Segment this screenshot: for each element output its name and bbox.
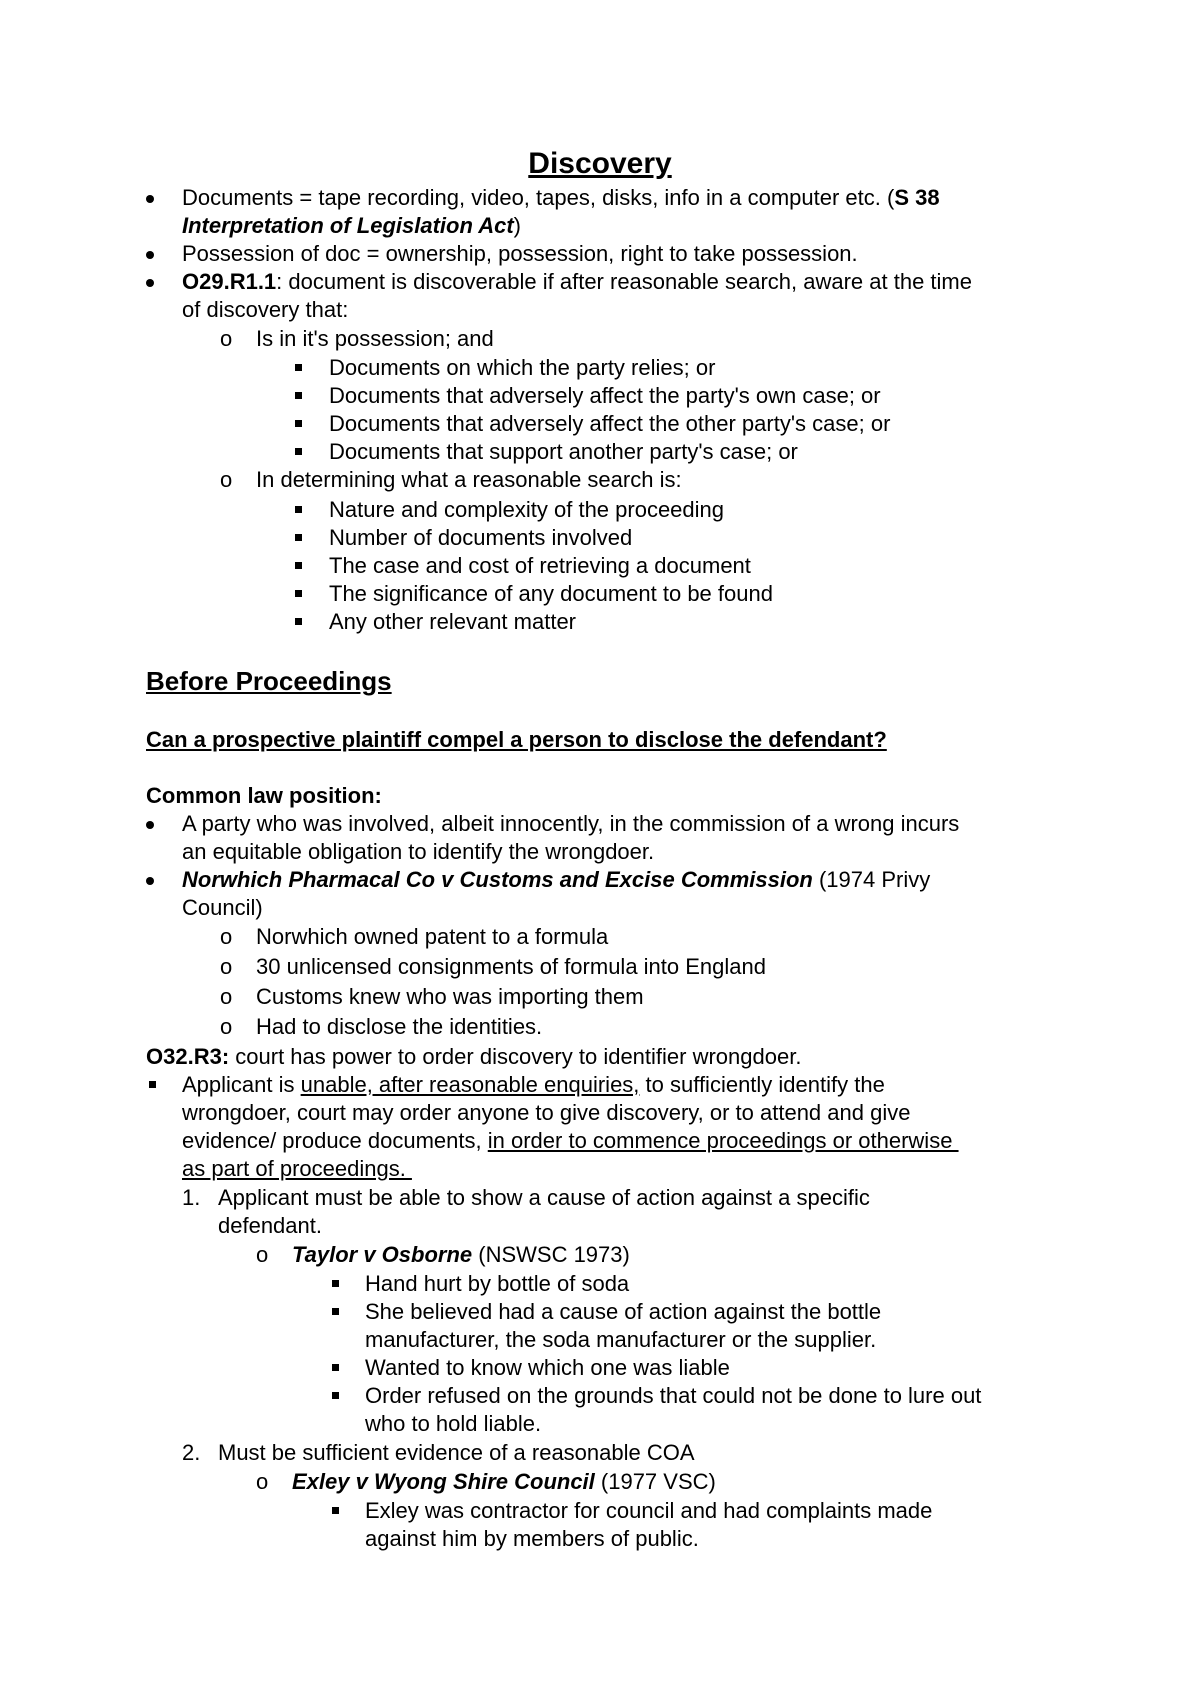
sub-bullet-marker: o bbox=[220, 467, 233, 492]
applicant-paragraph-cont bbox=[182, 1127, 959, 1155]
subheading-common-law: Common law position: bbox=[146, 783, 382, 808]
square-bullet bbox=[332, 1364, 339, 1371]
intro-bullet-1 bbox=[182, 184, 940, 212]
sub-bullet-reasonable-search: In determining what a reasonable search is: bbox=[256, 467, 682, 492]
case-taylor bbox=[292, 1241, 630, 1269]
court-info: (NSWSC 1973) bbox=[472, 1242, 630, 1267]
intro-bullet-3-cont: of discovery that: bbox=[182, 297, 349, 322]
list-item-cont: against him by members of public. bbox=[365, 1526, 699, 1551]
case-name: Taylor v Osborne bbox=[292, 1242, 473, 1267]
list-item: The significance of any document to be found bbox=[329, 581, 773, 606]
list-item: Documents that adversely affect the other party's case; or bbox=[329, 411, 891, 436]
square-bullet bbox=[295, 534, 302, 541]
bullet-dot bbox=[146, 195, 154, 203]
list-item-cont: who to hold liable. bbox=[365, 1411, 542, 1436]
rule-ref: O29.R1.1 bbox=[182, 269, 277, 294]
square-bullet bbox=[295, 618, 302, 625]
list-item: Documents on which the party relies; or bbox=[329, 355, 716, 380]
text: : document is discoverable if after reasonable search, aware at the time bbox=[276, 269, 972, 294]
square-bullet bbox=[295, 392, 302, 399]
rule-o32 bbox=[146, 1043, 801, 1071]
case-name: Exley v Wyong Shire Council bbox=[292, 1469, 595, 1494]
bullet-dot bbox=[146, 821, 154, 829]
sub-bullet-marker: o bbox=[220, 954, 233, 979]
text: to sufficiently identify the bbox=[639, 1072, 885, 1097]
square-bullet bbox=[332, 1507, 339, 1514]
sub-bullet-marker: o bbox=[256, 1242, 269, 1267]
numbered-item-1-number: 1. bbox=[182, 1185, 201, 1210]
page-title: Discovery bbox=[528, 147, 672, 180]
numbered-item-2-number: 2. bbox=[182, 1440, 201, 1465]
sub-bullet-marker: o bbox=[220, 326, 233, 351]
bullet-dot bbox=[146, 279, 154, 287]
underlined-text: in order to commence proceedings or otherwise bbox=[487, 1128, 959, 1153]
case-name: Norwhich Pharmacal Co v Customs and Excise Commission bbox=[182, 867, 813, 892]
case-exley bbox=[292, 1468, 716, 1496]
underlined-text: unable, after reasonable enquiries, bbox=[300, 1072, 640, 1097]
sub-bullet-marker: o bbox=[220, 924, 233, 949]
case-norwhich bbox=[182, 866, 930, 894]
applicant-paragraph bbox=[182, 1071, 885, 1099]
sub-bullet-possession: Is in it's possession; and bbox=[256, 326, 494, 351]
intro-bullet-1-cont bbox=[182, 212, 521, 240]
square-bullet bbox=[295, 420, 302, 427]
square-bullet bbox=[332, 1308, 339, 1315]
case-fact: Norwhich owned patent to a formula bbox=[256, 924, 609, 949]
court-info: (1974 Privy bbox=[812, 867, 931, 892]
bullet-dot bbox=[146, 877, 154, 885]
case-fact: Had to disclose the identities. bbox=[256, 1014, 543, 1039]
square-bullet bbox=[295, 364, 302, 371]
square-bullet bbox=[332, 1280, 339, 1287]
bullet-dot bbox=[146, 251, 154, 259]
sub-bullet-marker: o bbox=[220, 1014, 233, 1039]
common-law-bullet-cont: an equitable obligation to identify the wrongdoer. bbox=[182, 839, 655, 864]
list-item: The case and cost of retrieving a document bbox=[329, 553, 751, 578]
list-item: Documents that adversely affect the party's own case; or bbox=[329, 383, 881, 408]
section-heading: Before Proceedings bbox=[146, 666, 392, 696]
intro-bullet-3 bbox=[182, 268, 972, 296]
applicant-paragraph-cont: wrongdoer, court may order anyone to give discovery, or to attend and give bbox=[182, 1100, 911, 1125]
list-item: Nature and complexity of the proceeding bbox=[329, 497, 725, 522]
text: court has power to order discovery to identifier wrongdoer. bbox=[229, 1044, 802, 1069]
text: Documents = tape recording, video, tapes, disks, info in a computer etc. ( bbox=[182, 185, 895, 210]
numbered-item-2: Must be sufficient evidence of a reasonable COA bbox=[218, 1440, 695, 1465]
list-item: She believed had a cause of action against the bottle bbox=[365, 1299, 882, 1324]
list-item: Documents that support another party's case; or bbox=[329, 439, 798, 464]
square-bullet bbox=[295, 590, 302, 597]
sub-bullet-marker: o bbox=[256, 1469, 269, 1494]
list-item: Any other relevant matter bbox=[329, 609, 577, 634]
list-item-cont: manufacturer, the soda manufacturer or the supplier. bbox=[365, 1327, 877, 1352]
case-fact: 30 unlicensed consignments of formula into England bbox=[256, 954, 766, 979]
list-item: Hand hurt by bottle of soda bbox=[365, 1271, 630, 1296]
text: Applicant is bbox=[182, 1072, 301, 1097]
list-item: Wanted to know which one was liable bbox=[365, 1355, 730, 1380]
sub-bullet-marker: o bbox=[220, 984, 233, 1009]
square-bullet bbox=[332, 1392, 339, 1399]
square-bullet bbox=[295, 562, 302, 569]
list-item: Exley was contractor for council and had complaints made bbox=[365, 1498, 933, 1523]
common-law-bullet: A party who was involved, albeit innocently, in the commission of a wrong incurs bbox=[182, 811, 960, 836]
statute-name: Interpretation of Legislation Act bbox=[182, 213, 514, 238]
applicant-paragraph-cont: as part of proceedings. bbox=[182, 1156, 412, 1181]
text: evidence/ produce documents, bbox=[182, 1128, 488, 1153]
intro-bullet-2: Possession of doc = ownership, possession, right to take possession. bbox=[182, 241, 858, 266]
numbered-item-1: Applicant must be able to show a cause of action against a specific bbox=[218, 1185, 870, 1210]
text: ) bbox=[513, 213, 521, 238]
list-item: Order refused on the grounds that could not be done to lure out bbox=[365, 1383, 982, 1408]
statute-ref: S 38 bbox=[894, 185, 940, 210]
square-bullet bbox=[295, 506, 302, 513]
square-bullet bbox=[295, 448, 302, 455]
case-fact: Customs knew who was importing them bbox=[256, 984, 644, 1009]
square-bullet bbox=[149, 1081, 156, 1088]
court-info: (1977 VSC) bbox=[594, 1469, 716, 1494]
list-item: Number of documents involved bbox=[329, 525, 633, 550]
case-norwhich-cont: Council) bbox=[182, 895, 263, 920]
section-question: Can a prospective plaintiff compel a person to disclose the defendant? bbox=[146, 727, 887, 752]
numbered-item-1-cont: defendant. bbox=[218, 1213, 322, 1238]
rule-ref: O32.R3: bbox=[146, 1044, 230, 1069]
